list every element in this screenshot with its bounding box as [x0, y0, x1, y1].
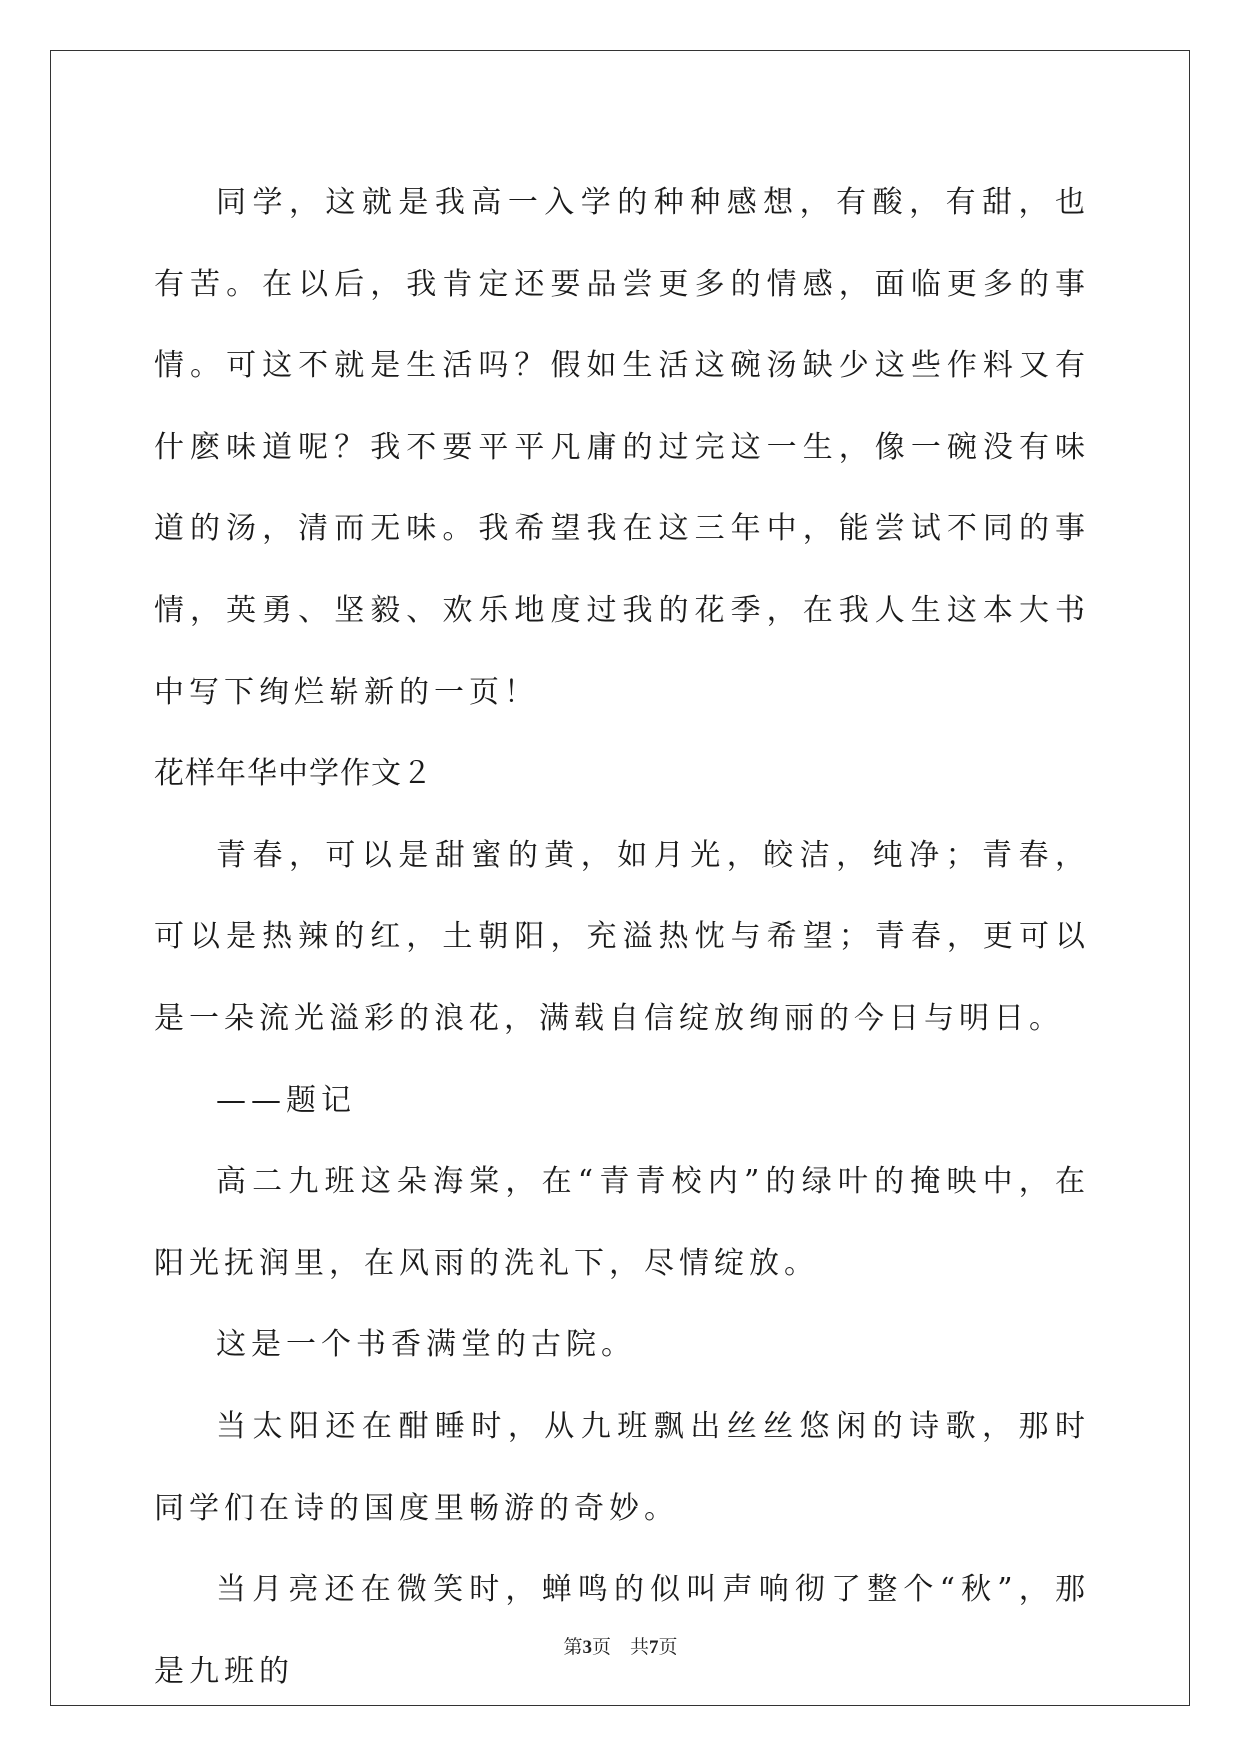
paragraph-1: 同学，这就是我高一入学的种种感想，有酸，有甜，也有苦。在以后，我肯定还要品尝更多的情感，面临更多的事情。可这不就是生活吗？假如生活这碗汤缺少这些作料又有什麽味道呢？我不要平平凡庸的过完这一生，像一碗没有味道的汤，清而无味。我希望我在这三年中，能尝试不同的事情，英勇、坚毅、欢乐地度过我的花季，在我人生这本大书中写下绚烂崭新的一页！: [154, 185, 1090, 710]
page-footer: [0, 1632, 1241, 1659]
paragraph-2: 青春，可以是甜蜜的黄，如月光，皎洁，纯净；青春，可以是热辣的红，土朝阳，充溢热忱与希望；青春，更可以是一朵流光溢彩的浪花，满载自信绽放绚丽的今日与明日。: [154, 837, 1090, 1036]
paragraph-6: 当月亮还在微笑时，蝉鸣的似叫声响彻了整个“秋”，那是九班的: [154, 1572, 1090, 1689]
paragraph-3: 高二九班这朵海棠，在“青青校内”的绿叶的掩映中，在阳光抚润里，在风雨的洗礼下，尽情绽放。: [154, 1164, 1090, 1281]
footer-prefix: 第: [563, 1636, 583, 1658]
footer-middle: 页 共: [591, 1636, 649, 1658]
document-body: [154, 162, 1090, 1712]
current-page-number: 3: [582, 1637, 592, 1658]
paragraph-4: 这是一个书香满堂的古院。: [216, 1327, 636, 1363]
paragraph-5: 当太阳还在酣睡时，从九班飘出丝丝悠闲的诗歌，那时同学们在诗的国度里畅游的奇妙。: [154, 1408, 1090, 1526]
footer-suffix: 页: [658, 1636, 678, 1658]
epigraph-attribution: ——题记: [216, 1082, 356, 1118]
total-pages-number: 7: [649, 1637, 659, 1658]
section-heading: 花样年华中学作文２: [154, 756, 433, 792]
